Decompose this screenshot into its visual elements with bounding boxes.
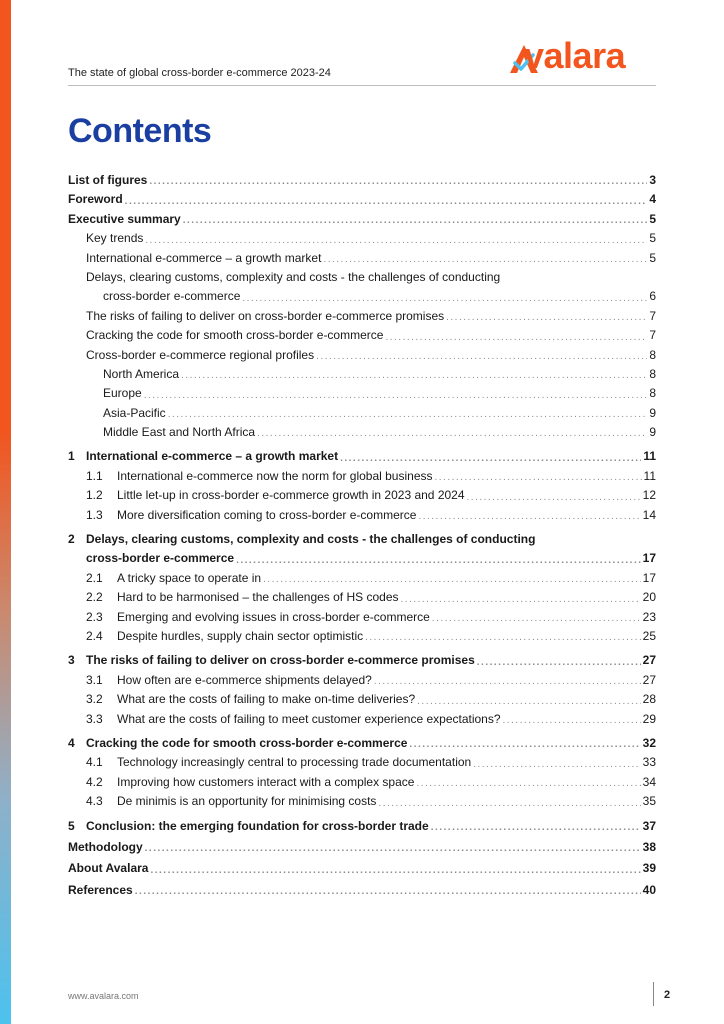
toc-entry-title: International e-commerce – a growth market (86, 250, 322, 265)
toc-section-number: 2.3 (86, 609, 103, 624)
toc-page-number: 9 (649, 425, 656, 440)
toc-entry-title: International e-commerce – a growth market (86, 449, 339, 464)
toc-page-number: 6 (649, 289, 656, 304)
toc-entry[interactable] (68, 838, 656, 857)
toc-chapter-number: 5 (68, 818, 75, 833)
toc-page-number: 3 (649, 172, 656, 187)
toc-entry-title-continued: cross-border e-commerce (86, 551, 235, 566)
dot-leader (446, 309, 647, 326)
toc-page-number: 17 (642, 551, 656, 566)
toc-entry-title: Delays, clearing customs, complexity and costs - the challenges of conducting (86, 532, 536, 547)
dot-leader (168, 406, 648, 423)
toc-page-number: 38 (642, 839, 656, 854)
dot-leader (374, 673, 641, 690)
toc-section-number: 4.3 (86, 794, 103, 809)
toc-page-number: 5 (649, 250, 656, 265)
dot-leader (316, 348, 647, 365)
toc-page-number: 11 (643, 468, 656, 483)
toc-section-number: 2.1 (86, 570, 103, 585)
toc-section[interactable] (68, 753, 656, 772)
logo-wordmark: valara (524, 35, 626, 76)
dot-leader (385, 329, 647, 346)
toc-page-number: 37 (642, 818, 656, 833)
toc-entry-title: Cross-border e-commerce regional profiles (86, 347, 315, 362)
toc-entry-title: Delays, clearing customs, complexity and costs - the challenges of conducting (86, 269, 501, 284)
dot-leader (145, 232, 647, 249)
dot-leader (432, 610, 641, 627)
dot-leader (417, 693, 641, 710)
toc-section[interactable] (68, 506, 656, 525)
toc-entry-title: Hard to be harmonised – the challenges of HS codes (117, 590, 399, 605)
dot-leader (435, 469, 642, 486)
toc-entry[interactable] (68, 384, 656, 403)
toc-section[interactable] (68, 671, 656, 690)
dot-leader (401, 591, 641, 608)
toc-page-number: 4 (649, 192, 656, 207)
toc-page-number: 11 (643, 449, 656, 464)
toc-entry[interactable] (68, 423, 656, 442)
toc-section[interactable] (68, 486, 656, 505)
dot-leader (323, 251, 647, 268)
toc-page-number: 39 (642, 861, 656, 876)
dot-leader (365, 629, 641, 646)
toc-entry-title: Foreword (68, 192, 123, 207)
toc-section[interactable] (68, 608, 656, 627)
toc-page-number: 14 (642, 507, 656, 522)
toc-page-number: 28 (642, 692, 656, 707)
toc-page-number: 8 (649, 386, 656, 401)
sidebar-accent-bar (0, 0, 11, 1024)
toc-entry-title: What are the costs of failing to meet customer experience expectations? (117, 711, 501, 726)
toc-section-number: 3.3 (86, 711, 103, 726)
toc-entry-title: Asia-Pacific (103, 405, 166, 420)
toc-section-number: 1.2 (86, 488, 103, 503)
toc-entry[interactable] (68, 229, 656, 248)
toc-entry-title: Executive summary (68, 211, 181, 226)
toc-entry-title: De minimis is an opportunity for minimising costs (117, 794, 377, 809)
toc-section-number: 1.3 (86, 507, 103, 522)
toc-entry-title: Little let-up in cross-border e-commerce growth in 2023 and 2024 (117, 488, 465, 503)
toc-page-number: 20 (642, 590, 656, 605)
toc-entry-title: Conclusion: the emerging foundation for cross-border trade (86, 818, 429, 833)
toc-page-number: 40 (642, 882, 656, 897)
toc-page-number: 23 (642, 609, 656, 624)
toc-entry[interactable] (68, 346, 656, 365)
report-title: The state of global cross-border e-commerce 2023-24 (68, 67, 331, 79)
toc-page-number: 7 (649, 328, 656, 343)
toc-section-number: 2.2 (86, 590, 103, 605)
toc-section[interactable] (68, 627, 656, 646)
toc-section[interactable] (68, 773, 656, 792)
toc-entry-title: The risks of failing to deliver on cross-border e-commerce promises (86, 308, 445, 323)
toc-page-number: 7 (649, 308, 656, 323)
toc-page-number: 12 (642, 488, 656, 503)
toc-entry-title: International e-commerce now the norm for global business (117, 468, 433, 483)
table-of-contents (68, 171, 656, 900)
toc-entry-title: About Avalara (68, 861, 149, 876)
dot-leader (416, 775, 640, 792)
toc-chapter[interactable] (68, 447, 656, 466)
toc-entry[interactable] (68, 171, 656, 190)
dot-leader (473, 756, 640, 773)
dot-leader (150, 862, 640, 879)
dot-leader (125, 193, 648, 210)
toc-page-number: 8 (649, 366, 656, 381)
dot-leader (263, 571, 641, 588)
avalara-logo (510, 35, 656, 76)
toc-entry-title: The risks of failing to deliver on cross-border e-commerce promises (86, 653, 475, 668)
toc-entry-title: Methodology (68, 839, 143, 854)
toc-chapter-number: 4 (68, 735, 75, 750)
toc-page-number: 5 (649, 211, 656, 226)
toc-page-number: 9 (649, 405, 656, 420)
dot-leader (183, 212, 648, 229)
dot-leader (242, 290, 647, 307)
toc-page-number: 34 (642, 774, 656, 789)
toc-entry[interactable] (68, 307, 656, 326)
toc-entry-title: More diversification coming to cross-border e-commerce (117, 507, 417, 522)
toc-chapter-number: 2 (68, 532, 75, 547)
dot-leader (149, 173, 647, 190)
toc-entry[interactable] (68, 859, 656, 878)
page-title: Contents (68, 112, 212, 150)
toc-chapter-number: 3 (68, 653, 75, 668)
toc-entry-title: North America (103, 366, 180, 381)
dot-leader (144, 387, 648, 404)
dot-leader (409, 736, 640, 753)
toc-entry-title: Key trends (86, 231, 144, 246)
toc-section-number: 4.1 (86, 755, 103, 770)
toc-section[interactable] (68, 690, 656, 709)
toc-entry[interactable] (68, 404, 656, 423)
dot-leader (378, 795, 640, 812)
toc-entry[interactable] (68, 190, 656, 209)
dot-leader (503, 712, 641, 729)
toc-page-number: 35 (642, 794, 656, 809)
dot-leader (181, 367, 647, 384)
toc-entry-title: Middle East and North Africa (103, 425, 256, 440)
toc-entry[interactable] (68, 326, 656, 345)
toc-section-number: 1.1 (86, 468, 103, 483)
toc-entry-title: What are the costs of failing to make on-time deliveries? (117, 692, 416, 707)
toc-section-number: 3.1 (86, 672, 103, 687)
toc-entry[interactable] (68, 210, 656, 229)
dot-leader (477, 654, 641, 671)
toc-entry-title: List of figures (68, 172, 148, 187)
toc-section[interactable] (68, 710, 656, 729)
toc-section-number: 4.2 (86, 774, 103, 789)
toc-page-number: 32 (642, 735, 656, 750)
dot-leader (340, 450, 641, 467)
toc-page-number: 25 (642, 629, 656, 643)
toc-chapter[interactable] (68, 651, 656, 670)
toc-entry-title: Cracking the code for smooth cross-border e-commerce (86, 328, 384, 343)
toc-entry-title: Improving how customers interact with a complex space (117, 774, 415, 789)
toc-section[interactable] (68, 792, 656, 811)
toc-section[interactable] (68, 588, 656, 607)
page-number: 2 (664, 989, 671, 1001)
toc-section-number: 2.4 (86, 629, 103, 643)
toc-page-number: 29 (642, 711, 656, 726)
toc-page-number: 8 (649, 347, 656, 362)
toc-entry-title: Cracking the code for smooth cross-border e-commerce (86, 735, 408, 750)
dot-leader (257, 425, 647, 442)
toc-entry-title: Despite hurdles, supply chain sector optimistic (117, 629, 364, 643)
dot-leader (145, 840, 641, 857)
dot-leader (418, 508, 640, 525)
toc-page-number: 27 (642, 672, 656, 687)
dot-leader (431, 819, 641, 836)
dot-leader (467, 489, 641, 506)
toc-page-number: 17 (642, 570, 656, 585)
footer-divider (653, 982, 654, 1006)
toc-entry-title: Technology increasingly central to processing trade documentation (117, 755, 472, 770)
toc-entry-title: Europe (103, 386, 142, 401)
toc-entry[interactable] (68, 365, 656, 384)
toc-chapter-number: 1 (68, 449, 75, 464)
toc-page-number: 5 (649, 231, 656, 246)
toc-entry[interactable] (68, 249, 656, 268)
toc-entry[interactable] (68, 268, 656, 307)
toc-entry[interactable] (68, 881, 656, 900)
toc-section[interactable] (68, 569, 656, 588)
toc-chapter[interactable] (68, 817, 656, 836)
header-divider (68, 85, 656, 86)
footer-url[interactable]: www.avalara.com (68, 991, 139, 1001)
toc-chapter[interactable] (68, 530, 656, 569)
toc-entry-title-continued: cross-border e-commerce (103, 289, 241, 304)
toc-chapter[interactable] (68, 734, 656, 753)
toc-page-number: 27 (642, 653, 656, 668)
dot-leader (135, 883, 641, 900)
toc-section[interactable] (68, 467, 656, 486)
toc-page-number: 33 (642, 755, 656, 770)
toc-section-number: 3.2 (86, 692, 103, 707)
toc-entry-title: Emerging and evolving issues in cross-border e-commerce (117, 609, 430, 624)
dot-leader (236, 552, 641, 569)
toc-entry-title: References (68, 882, 133, 897)
toc-entry-title: How often are e-commerce shipments delayed? (117, 672, 372, 687)
toc-entry-title: A tricky space to operate in (117, 570, 262, 585)
